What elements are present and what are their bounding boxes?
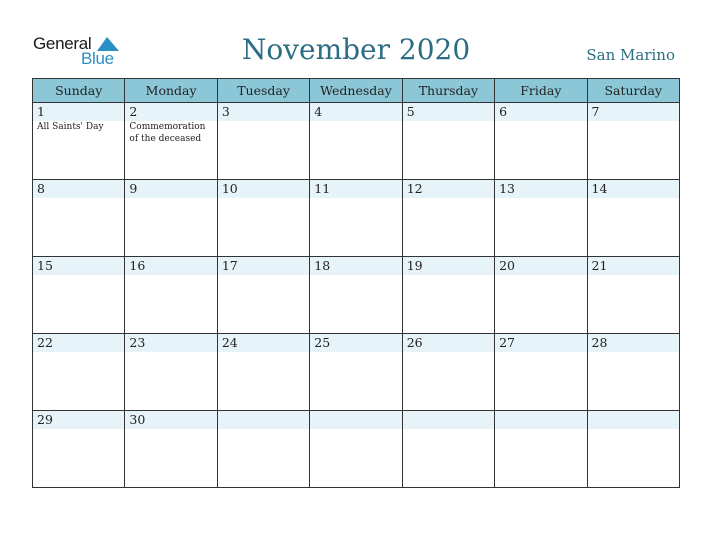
week-row	[33, 334, 680, 411]
day-cell	[33, 180, 125, 257]
day-cell	[495, 334, 587, 411]
day-cell	[217, 257, 309, 334]
day-number: 25	[310, 334, 401, 352]
day-cell	[587, 411, 679, 488]
day-cell	[217, 411, 309, 488]
day-number	[310, 411, 401, 429]
day-number: 15	[33, 257, 124, 275]
country-name: San Marino	[586, 46, 675, 64]
day-number: 17	[218, 257, 309, 275]
day-cell	[125, 257, 217, 334]
holiday-label: Commemoration of the deceased	[129, 122, 206, 144]
calendar-title: November 2020	[241, 33, 471, 66]
day-cell	[495, 180, 587, 257]
week-row	[33, 180, 680, 257]
weekday-header: Tuesday	[217, 79, 309, 103]
holiday-label: All Saints' Day	[37, 122, 104, 132]
day-cell	[495, 103, 587, 180]
weekday-header: Sunday	[33, 79, 125, 103]
day-cell	[402, 103, 494, 180]
day-number: 26	[403, 334, 494, 352]
day-cell	[310, 334, 402, 411]
day-number: 16	[125, 257, 216, 275]
day-number: 30	[125, 411, 216, 429]
day-number: 28	[588, 334, 679, 352]
day-number: 23	[125, 334, 216, 352]
brand-word-general: General	[33, 34, 92, 53]
day-number: 24	[218, 334, 309, 352]
day-cell	[402, 180, 494, 257]
day-cell	[217, 334, 309, 411]
day-number: 9	[125, 180, 216, 198]
day-cell	[125, 411, 217, 488]
day-number: 14	[588, 180, 679, 198]
day-cell	[587, 334, 679, 411]
weekday-header: Thursday	[402, 79, 494, 103]
brand-word-blue: Blue	[81, 49, 114, 68]
day-number: 12	[403, 180, 494, 198]
day-cell	[495, 257, 587, 334]
calendar-grid	[32, 78, 680, 488]
day-cell	[217, 103, 309, 180]
day-cell	[402, 411, 494, 488]
week-row	[33, 257, 680, 334]
weekday-header: Wednesday	[310, 79, 402, 103]
day-cell	[587, 257, 679, 334]
day-number: 13	[495, 180, 586, 198]
day-number: 22	[33, 334, 124, 352]
day-cell	[310, 411, 402, 488]
week-row	[33, 411, 680, 488]
day-cell	[33, 103, 125, 180]
day-number: 27	[495, 334, 586, 352]
day-number: 7	[588, 103, 679, 121]
day-number: 2	[125, 103, 216, 121]
day-cell	[310, 103, 402, 180]
day-cell	[33, 411, 125, 488]
day-number	[403, 411, 494, 429]
day-cell	[33, 257, 125, 334]
day-number: 18	[310, 257, 401, 275]
day-number	[495, 411, 586, 429]
day-number: 5	[403, 103, 494, 121]
day-number: 20	[495, 257, 586, 275]
day-cell	[587, 180, 679, 257]
day-number: 21	[588, 257, 679, 275]
day-number: 8	[33, 180, 124, 198]
day-number: 29	[33, 411, 124, 429]
day-number	[588, 411, 679, 429]
day-cell	[125, 180, 217, 257]
day-cell	[587, 103, 679, 180]
day-cell	[33, 334, 125, 411]
day-number: 10	[218, 180, 309, 198]
day-cell	[310, 257, 402, 334]
weekday-header: Monday	[125, 79, 217, 103]
weekday-header: Friday	[495, 79, 587, 103]
day-cell	[125, 103, 217, 180]
day-number: 1	[33, 103, 124, 121]
day-cell	[125, 334, 217, 411]
day-number: 4	[310, 103, 401, 121]
day-number: 6	[495, 103, 586, 121]
day-number: 19	[403, 257, 494, 275]
day-number: 3	[218, 103, 309, 121]
day-number	[218, 411, 309, 429]
day-cell	[402, 257, 494, 334]
weekday-header: Saturday	[587, 79, 679, 103]
day-cell	[310, 180, 402, 257]
day-cell	[217, 180, 309, 257]
day-cell	[402, 334, 494, 411]
weekday-header-row	[33, 79, 680, 103]
week-row	[33, 103, 680, 180]
day-number: 11	[310, 180, 401, 198]
day-cell	[495, 411, 587, 488]
